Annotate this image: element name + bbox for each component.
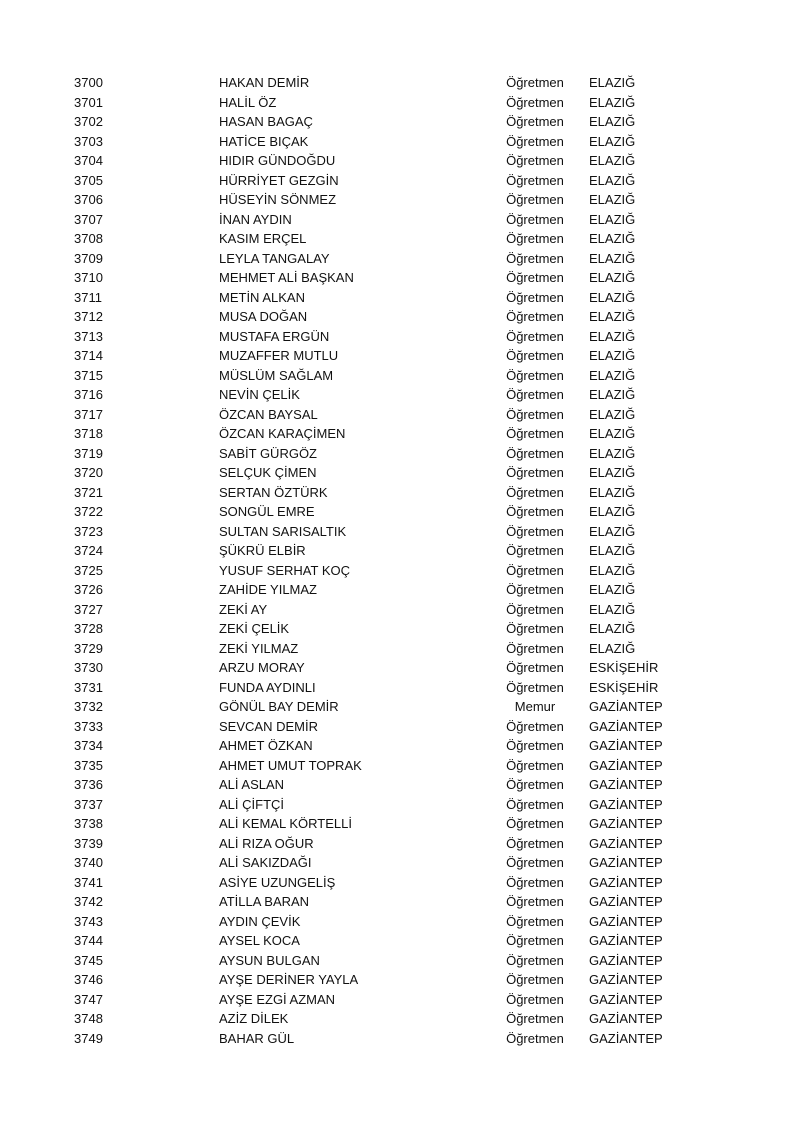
job-title: Öğretmen <box>506 523 564 539</box>
list-row <box>0 1029 800 1049</box>
row-number: 3710 <box>74 270 103 285</box>
job-title: Öğretmen <box>506 874 564 890</box>
job-title: Öğretmen <box>506 484 564 500</box>
list-row <box>0 268 800 288</box>
person-name: ALİ ASLAN <box>219 777 285 792</box>
row-number: 3701 <box>74 94 103 110</box>
city: GAZİANTEP <box>589 855 663 870</box>
list-row <box>0 561 800 581</box>
job-title: Öğretmen <box>506 406 564 422</box>
job-title: Öğretmen <box>506 679 564 695</box>
list-row <box>0 463 800 483</box>
job-title: Öğretmen <box>506 328 564 344</box>
person-name: FUNDA AYDINLI <box>219 679 316 695</box>
person-name: AYŞE EZGİ AZMAN <box>219 991 336 1007</box>
list-row <box>0 151 800 171</box>
row-number: 3737 <box>74 796 103 812</box>
city: ELAZIĞ <box>589 153 636 168</box>
row-number: 3715 <box>74 367 103 383</box>
city: ELAZIĞ <box>589 289 636 305</box>
city: ELAZIĞ <box>589 133 636 149</box>
list-row <box>0 327 800 347</box>
row-number: 3703 <box>74 133 103 149</box>
city: ELAZIĞ <box>589 465 636 480</box>
city: GAZİANTEP <box>589 874 663 890</box>
person-name: HATİCE BIÇAK <box>219 133 309 149</box>
job-title: Öğretmen <box>506 1011 564 1026</box>
job-title: Öğretmen <box>506 601 564 617</box>
row-number: 3726 <box>74 582 103 597</box>
job-title: Öğretmen <box>506 894 564 909</box>
person-name: SEVCAN DEMİR <box>219 718 318 734</box>
person-name: HAKAN DEMİR <box>219 75 310 90</box>
list-row <box>0 229 800 249</box>
city: ELAZIĞ <box>589 582 636 597</box>
person-name: SULTAN SARISALTIK <box>219 523 347 539</box>
city: GAZİANTEP <box>589 718 663 734</box>
row-number: 3733 <box>74 718 103 734</box>
city: ELAZIĞ <box>589 211 636 227</box>
job-title: Öğretmen <box>506 211 564 227</box>
city: ELAZIĞ <box>589 484 636 500</box>
row-number: 3705 <box>74 172 103 188</box>
list-row <box>0 892 800 912</box>
list-row <box>0 873 800 893</box>
job-title: Öğretmen <box>506 582 564 597</box>
job-title: Öğretmen <box>506 367 564 383</box>
job-title: Öğretmen <box>506 114 564 129</box>
city: ELAZIĞ <box>589 250 636 266</box>
city: ELAZIĞ <box>589 601 636 617</box>
city: GAZİANTEP <box>589 835 663 851</box>
row-number: 3724 <box>74 543 103 558</box>
city: ELAZIĞ <box>589 523 636 539</box>
row-number: 3704 <box>74 153 103 168</box>
list-row <box>0 580 800 600</box>
list-row <box>0 307 800 327</box>
job-title: Öğretmen <box>506 94 564 110</box>
person-name: ASİYE UZUNGELİŞ <box>219 874 336 890</box>
city: ESKİŞEHİR <box>589 679 659 695</box>
row-number: 3736 <box>74 777 103 792</box>
list-row <box>0 736 800 756</box>
city: ELAZIĞ <box>589 172 636 188</box>
person-name: AHMET UMUT TOPRAK <box>219 757 362 773</box>
job-title: Öğretmen <box>506 562 564 578</box>
row-number: 3739 <box>74 835 103 851</box>
city: ELAZIĞ <box>589 192 636 207</box>
row-number: 3716 <box>74 387 103 402</box>
person-name: SONGÜL EMRE <box>219 504 315 519</box>
row-number: 3719 <box>74 445 103 461</box>
city: GAZİANTEP <box>589 816 663 831</box>
person-name: AYŞE DERİNER YAYLA <box>219 972 359 987</box>
person-name: AHMET ÖZKAN <box>219 738 313 753</box>
person-name: KASIM ERÇEL <box>219 231 307 246</box>
person-name: HIDIR GÜNDOĞDU <box>219 153 336 168</box>
city: ELAZIĞ <box>589 328 636 344</box>
person-name: ÖZCAN KARAÇİMEN <box>219 426 346 441</box>
person-name: ARZU MORAY <box>219 660 305 675</box>
job-title: Öğretmen <box>506 718 564 734</box>
person-name: AYSEL KOCA <box>219 933 300 948</box>
city: ELAZIĞ <box>589 114 636 129</box>
job-title: Öğretmen <box>506 952 564 968</box>
row-number: 3741 <box>74 874 103 890</box>
list-row <box>0 483 800 503</box>
job-title: Öğretmen <box>506 621 564 636</box>
row-number: 3744 <box>74 933 103 948</box>
job-title: Öğretmen <box>506 972 564 987</box>
list-row <box>0 288 800 308</box>
list-row <box>0 931 800 951</box>
row-number: 3714 <box>74 348 103 363</box>
job-title: Öğretmen <box>506 777 564 792</box>
list-row <box>0 1009 800 1029</box>
person-name: ZEKİ ÇELİK <box>219 621 290 636</box>
row-number: 3712 <box>74 309 103 324</box>
list-row <box>0 658 800 678</box>
person-name: AZİZ DİLEK <box>219 1011 289 1026</box>
person-name: HÜRRİYET GEZGİN <box>219 172 339 188</box>
job-title: Öğretmen <box>506 660 564 675</box>
list-row <box>0 190 800 210</box>
city: ELAZIĞ <box>589 231 636 246</box>
list-row <box>0 112 800 132</box>
city: ELAZIĞ <box>589 543 636 558</box>
list-row <box>0 522 800 542</box>
list-row <box>0 951 800 971</box>
job-title: Öğretmen <box>506 309 564 324</box>
row-number: 3740 <box>74 855 103 870</box>
city: GAZİANTEP <box>589 894 663 909</box>
job-title: Öğretmen <box>506 250 564 266</box>
list-row <box>0 697 800 717</box>
person-name: YUSUF SERHAT KOÇ <box>219 562 350 578</box>
city: ELAZIĞ <box>589 75 636 90</box>
list-row <box>0 600 800 620</box>
row-number: 3727 <box>74 601 103 617</box>
job-title: Öğretmen <box>506 640 564 656</box>
list-row <box>0 970 800 990</box>
person-name: HALİL ÖZ <box>219 94 277 110</box>
job-title: Öğretmen <box>506 192 564 207</box>
row-number: 3706 <box>74 192 103 207</box>
city: ESKİŞEHİR <box>589 660 659 675</box>
person-name: SABİT GÜRGÖZ <box>219 445 317 461</box>
person-name: ÖZCAN BAYSAL <box>219 406 318 422</box>
job-title: Öğretmen <box>506 133 564 149</box>
list-row <box>0 834 800 854</box>
city: ELAZIĞ <box>589 621 636 636</box>
row-number: 3723 <box>74 523 103 539</box>
city: GAZİANTEP <box>589 777 663 792</box>
row-number: 3722 <box>74 504 103 519</box>
city: GAZİANTEP <box>589 991 663 1007</box>
person-name: MÜSLÜM SAĞLAM <box>219 367 334 383</box>
city: ELAZIĞ <box>589 504 636 519</box>
list-row <box>0 249 800 269</box>
list-row <box>0 502 800 522</box>
list-row <box>0 912 800 932</box>
job-title: Öğretmen <box>506 445 564 461</box>
row-number: 3742 <box>74 894 103 909</box>
job-title: Öğretmen <box>506 270 564 285</box>
row-number: 3700 <box>74 75 103 90</box>
job-title: Öğretmen <box>506 465 564 480</box>
city: ELAZIĞ <box>589 406 636 422</box>
job-title: Öğretmen <box>506 387 564 402</box>
job-title: Öğretmen <box>506 913 564 929</box>
list-row <box>0 795 800 815</box>
job-title: Öğretmen <box>506 816 564 831</box>
job-title: Öğretmen <box>506 231 564 246</box>
city: GAZİANTEP <box>589 1030 663 1046</box>
row-number: 3721 <box>74 484 103 500</box>
list-row <box>0 619 800 639</box>
row-number: 3749 <box>74 1030 103 1046</box>
list-row <box>0 990 800 1010</box>
city: ELAZIĞ <box>589 640 636 656</box>
job-title: Öğretmen <box>506 75 564 90</box>
list-row <box>0 405 800 425</box>
person-name: MEHMET ALİ BAŞKAN <box>219 270 354 285</box>
row-number: 3717 <box>74 406 103 422</box>
list-row <box>0 73 800 93</box>
person-name: AYDIN ÇEVİK <box>219 913 301 929</box>
row-number: 3728 <box>74 621 103 636</box>
person-name: ALİ RIZA OĞUR <box>219 835 314 851</box>
personnel-list <box>0 73 800 1048</box>
row-number: 3745 <box>74 952 103 968</box>
job-title: Öğretmen <box>506 504 564 519</box>
row-number: 3735 <box>74 757 103 773</box>
person-name: SERTAN ÖZTÜRK <box>219 484 328 500</box>
person-name: AYSUN BULGAN <box>219 952 320 968</box>
job-title: Öğretmen <box>506 796 564 812</box>
person-name: ALİ ÇİFTÇİ <box>219 796 285 812</box>
job-title: Öğretmen <box>506 543 564 558</box>
person-name: MUSA DOĞAN <box>219 309 308 324</box>
job-title: Öğretmen <box>506 835 564 851</box>
job-title: Öğretmen <box>506 172 564 188</box>
person-name: ZEKİ YILMAZ <box>219 640 299 656</box>
row-number: 3748 <box>74 1011 103 1026</box>
row-number: 3731 <box>74 679 103 695</box>
list-row <box>0 678 800 698</box>
city: ELAZIĞ <box>589 309 636 324</box>
city: GAZİANTEP <box>589 952 663 968</box>
row-number: 3720 <box>74 465 103 480</box>
city: GAZİANTEP <box>589 1011 663 1026</box>
person-name: ZEKİ AY <box>219 601 268 617</box>
row-number: 3730 <box>74 660 103 675</box>
job-title: Öğretmen <box>506 991 564 1007</box>
row-number: 3743 <box>74 913 103 929</box>
job-title: Memur <box>514 699 556 714</box>
job-title: Öğretmen <box>506 757 564 773</box>
row-number: 3708 <box>74 231 103 246</box>
list-row <box>0 346 800 366</box>
list-row <box>0 541 800 561</box>
person-name: ATİLLA BARAN <box>219 894 310 909</box>
person-name: BAHAR GÜL <box>219 1030 295 1046</box>
list-row <box>0 444 800 464</box>
city: ELAZIĞ <box>589 445 636 461</box>
list-row <box>0 814 800 834</box>
list-row <box>0 853 800 873</box>
list-row <box>0 717 800 737</box>
row-number: 3734 <box>74 738 103 753</box>
job-title: Öğretmen <box>506 153 564 168</box>
list-row <box>0 210 800 230</box>
job-title: Öğretmen <box>506 738 564 753</box>
row-number: 3732 <box>74 699 103 714</box>
row-number: 3746 <box>74 972 103 987</box>
person-name: MUSTAFA ERGÜN <box>219 328 330 344</box>
row-number: 3709 <box>74 250 103 266</box>
city: GAZİANTEP <box>589 913 663 929</box>
city: ELAZIĞ <box>589 94 636 110</box>
job-title: Öğretmen <box>506 348 564 363</box>
job-title: Öğretmen <box>506 289 564 305</box>
city: ELAZIĞ <box>589 562 636 578</box>
row-number: 3725 <box>74 562 103 578</box>
list-row <box>0 424 800 444</box>
row-number: 3713 <box>74 328 103 344</box>
row-number: 3718 <box>74 426 103 441</box>
person-name: ALİ SAKIZDAĞI <box>219 855 312 870</box>
list-row <box>0 132 800 152</box>
city: ELAZIĞ <box>589 426 636 441</box>
person-name: LEYLA TANGALAY <box>219 250 330 266</box>
person-name: SELÇUK ÇİMEN <box>219 465 317 480</box>
job-title: Öğretmen <box>506 426 564 441</box>
city: ELAZIĞ <box>589 348 636 363</box>
person-name: NEVİN ÇELİK <box>219 387 300 402</box>
row-number: 3747 <box>74 991 103 1007</box>
city: GAZİANTEP <box>589 972 663 987</box>
city: ELAZIĞ <box>589 387 636 402</box>
job-title: Öğretmen <box>506 855 564 870</box>
list-row <box>0 366 800 386</box>
city: GAZİANTEP <box>589 933 663 948</box>
city: GAZİANTEP <box>589 757 663 773</box>
person-name: HÜSEYİN SÖNMEZ <box>219 192 337 207</box>
row-number: 3738 <box>74 816 103 831</box>
list-row <box>0 775 800 795</box>
person-name: ZAHİDE YILMAZ <box>219 582 318 597</box>
city: GAZİANTEP <box>589 699 663 714</box>
row-number: 3711 <box>74 289 102 305</box>
person-name: İNAN AYDIN <box>219 211 292 227</box>
person-name: MUZAFFER MUTLU <box>219 348 339 363</box>
person-name: ALİ KEMAL KÖRTELLİ <box>219 816 352 831</box>
person-name: HASAN BAGAÇ <box>219 114 313 129</box>
person-name: GÖNÜL BAY DEMİR <box>219 699 339 714</box>
list-row <box>0 639 800 659</box>
list-row <box>0 93 800 113</box>
city: GAZİANTEP <box>589 796 663 812</box>
person-name: METİN ALKAN <box>219 289 305 305</box>
row-number: 3702 <box>74 114 103 129</box>
row-number: 3729 <box>74 640 103 656</box>
city: ELAZIĞ <box>589 270 636 285</box>
job-title: Öğretmen <box>506 933 564 948</box>
list-row <box>0 171 800 191</box>
person-name: ŞÜKRÜ ELBİR <box>219 543 306 558</box>
list-row <box>0 385 800 405</box>
job-title: Öğretmen <box>506 1030 564 1046</box>
city: GAZİANTEP <box>589 738 663 753</box>
list-row <box>0 756 800 776</box>
row-number: 3707 <box>74 211 103 227</box>
city: ELAZIĞ <box>589 367 636 383</box>
